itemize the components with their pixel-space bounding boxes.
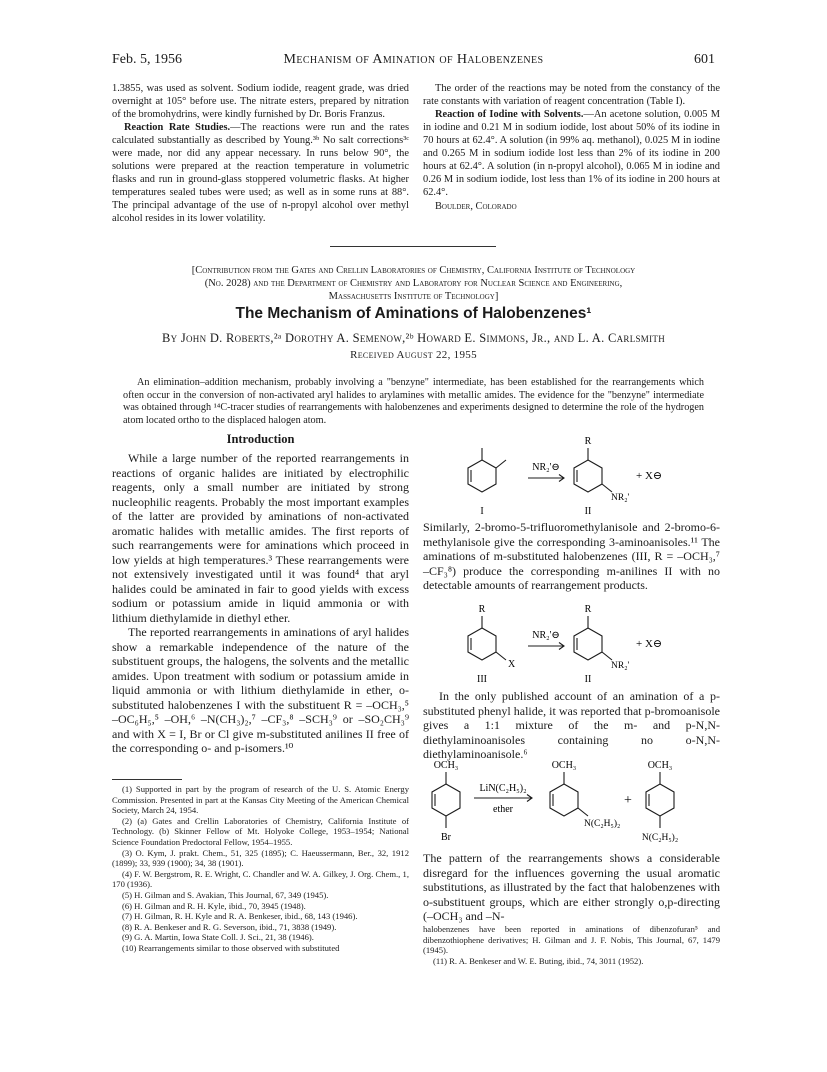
right-paragraph-1 [423, 520, 720, 593]
substituent-bond [602, 484, 612, 492]
benzene-ring [574, 628, 602, 660]
section-heading: Introduction [226, 432, 295, 446]
section-divider [330, 246, 496, 247]
benzene-ring [432, 784, 460, 816]
paragraph-body: —An acetone solution, 0.005 M in iodine and 0.21 M in sodium iodide, lost about 50% of its iodine in 70 hours at 62.4°. A solution (in 99% aq. methanol), 0.025 M in iodine and 0.265 M in sodium iodide lost less than 2% of its iodine in 200 hours at 62.4°. A solution (in n-propyl alcohol), 0.065 M in iodine and 0.26 M in sodium iodide, lost less than 1% of its iodine in 200 hours at 62.4°. [423, 109, 721, 198]
substituent-label: X [508, 659, 516, 670]
footnote: (6) H. Gilman and R. H. Kyle, ibid., 70, 3945 (1948). [122, 900, 306, 911]
substituent-bond [578, 808, 588, 816]
compound-number: II [584, 506, 592, 517]
body-paragraph: While a large number of the reported rearrangements in reactions of organic halides are initiated by electrophilic reagents, only a small number are initiated by strong nucleophilic reagents. Probably the most important examples of the latter are provided by aminations of non-activated aromatic halides with metallic amides. The first reports of such rearrangements were for aminations which proceed in low yields at high temperatures.³ These rearrangements were not extensively investigated until it was found⁴ that aryl halides could be aminated in fair to good yields with excess sodium or potassium amide in liquid ammonia or with lithium diethylamide in diethyl ether. [112, 451, 409, 625]
received-date: Received August 22, 1955 [350, 349, 477, 361]
footnote: (9) G. A. Martin, Iowa State Coll. J. Sci., 21, 38 (1946). [122, 932, 314, 943]
footnote: (11) R. A. Benkeser and W. E. Buting, ibid., 74, 3011 (1952). [433, 955, 644, 966]
scheme-reagent: NR₂'⊖ [532, 462, 560, 473]
scheme-byproduct: + X⊖ [636, 638, 663, 650]
footnote: (5) H. Gilman and S. Avakian, This Journal, 67, 349 (1945). [122, 889, 329, 900]
substituent-label: R [584, 604, 592, 615]
substituent-label: OCH₃ [647, 760, 673, 771]
substituent-label: N(C₂H₅)₂ [584, 819, 621, 829]
article-title: The Mechanism of Aminations of Halobenzenes¹ [235, 305, 592, 322]
substituent-bond [496, 652, 506, 660]
prev-article-right-column [423, 82, 720, 213]
scheme-3-drawing [424, 758, 720, 850]
reaction-scheme-2 [424, 600, 720, 688]
footnotes-left [112, 784, 409, 954]
body-paragraph: In the only published account of an amination of a p-substituted phenyl halide, it was reported that p-bromoanisole gives a 1:1 mixture of the m- and p-N,N-diethylaminoanisoles containing no o-N,N-diethylaminoanisole.⁶ [423, 689, 720, 761]
substituent-label: Br [441, 832, 451, 843]
contribution-line: [Contribution from the Gates and Crellin Laboratories of Chemistry, California Institute of Technology [191, 265, 636, 276]
paragraph-body: —The reactions were run and the rates calculated substantially as described by Young.³ᵇ No salt corrections³ᶜ were made, nor did any appear necessary. In runs below 90°, the solutions were prepared at the reaction temperature in volumetric flasks and run in ground-glass stoppered volumetric flasks. At higher temperatures sealed tubes were used; as well as in some runs at 88°. The principal advantage of the use of n-propyl alcohol over methyl alcohol resides in its lower volatility. [112, 122, 410, 224]
compound-number: I [480, 506, 484, 517]
footnote: (8) R. A. Benkeser and R. G. Severson, ibid., 71, 3838 (1949). [122, 921, 337, 932]
prev-paragraph: The order of the reactions may be noted from the constancy of the rate constants with variation of reagent concentration (Table I). [423, 83, 720, 107]
substituent-bond [602, 652, 612, 660]
benzene-ring [550, 784, 578, 816]
body-paragraph: The pattern of the rearrangements shows a considerable disregard for the influences governing the usual aromatic substitutions, as illustrated by the fact that halobenzenes with o-substituent groups, which are either strongly o,p-directing (–OCH₃ and –N- [423, 851, 720, 923]
substituent-label: OCH₃ [551, 760, 577, 771]
benzene-ring [468, 628, 496, 660]
scheme-1-drawing [424, 432, 720, 520]
abstract: An elimination–addition mechanism, probably involving a "benzyne" intermediate, has been established for the rearrangements which often occur in the conversion of non-activated aryl halides to arylamines with metallic amides. The evidence for the "benzyne" intermediate was obtained through ¹⁴C-tracer studies of rearrangements with halobenzenes and experiments designed to determine the role of the hydrogen atom located ortho to the displaced halogen atom. [123, 377, 704, 426]
footnote: (7) H. Gilman, R. H. Kyle and R. A. Benkeser, ibid., 68, 143 (1946). [122, 911, 358, 922]
compound-number: III [477, 674, 487, 685]
footnotes-right [423, 924, 720, 966]
running-header-date: Feb. 5, 1956 [112, 52, 182, 67]
scheme-byproduct: + X⊖ [636, 470, 663, 482]
footnote: (4) F. W. Bergstrom, R. E. Wright, C. Chandler and W. A. Gilkey, J. Org. Chem., 1, 170 (1936). [112, 868, 409, 890]
right-paragraph-2 [423, 689, 720, 762]
intro-left-column [112, 451, 409, 756]
page-number: 601 [694, 52, 715, 67]
benzene-ring [574, 460, 602, 492]
scheme-2-drawing [424, 600, 720, 688]
footnote-divider [112, 779, 182, 780]
compound-number: II [584, 674, 592, 685]
prev-location: Boulder, Colorado [435, 201, 517, 212]
footnote: (2) (a) Gates and Crellin Laboratories of Chemistry, California Institute of Technology. (b) Skinner Fellow of Mt. Holyoke College, 1953–1954; National Science Foundation Predoctoral Fellow, 1954–1955. [112, 815, 409, 847]
body-paragraph: Similarly, 2-bromo-5-trifluoromethylanisole and 2-bromo-6-methylanisole give the corresponding 3-aminoanisoles.¹¹ The aminations of m-substituted halobenzenes (III, R = –OCH₃,⁷ –CF₃⁸) produce the corresponding m-anilines II with no detectable amounts of rearrangement products. [423, 520, 720, 592]
contribution-line: Massachusetts Institute of Technology] [328, 291, 499, 302]
substituent-label: NR₂' [611, 661, 630, 671]
reaction-scheme-3 [424, 758, 720, 850]
contribution-line: (No. 2028) and the Department of Chemistry and Laboratory for Nuclear Science and Engineering, [204, 278, 623, 289]
prev-paragraph [112, 121, 409, 225]
run-in-heading: Reaction Rate Studies. [124, 122, 231, 133]
footnote: (3) O. Kym, J. prakt. Chem., 51, 325 (1895); C. Haeussermann, Ber., 32, 1912 (1899); 33, 939 (1900); 34, 38 (1901). [112, 847, 409, 869]
prev-article-left-column [112, 82, 409, 225]
scheme-plus: + [624, 793, 632, 808]
footnote: (1) Supported in part by the program of research of the U. S. Atomic Energy Commission. Presented in part at the Kansas City Meeting of the American Chemical Society, March 24, 1954. [112, 784, 409, 816]
contribution-note [88, 264, 739, 303]
scheme-reagent: NR₂'⊖ [532, 630, 560, 641]
substituent-label: N(C₂H₅)₂ [641, 833, 679, 843]
scheme-solvent: ether [493, 804, 513, 815]
running-header-title: Mechanism of Amination of Halobenzenes [283, 52, 544, 67]
reaction-scheme-1 [424, 432, 720, 520]
substituent-label: R [478, 604, 486, 615]
article-authors: By John D. Roberts,²ᵃ Dorothy A. Semenow,²ᵇ Howard E. Simmons, Jr., and L. A. Carlsmith [161, 331, 665, 345]
body-paragraph: The reported rearrangements in aminations of aryl halides show a remarkable independence of the nature of the substituent groups, the halogens, the solvents and the metallic amides. Upon treatment with sodium or potassium amide in liquid ammonia or with lithium diethylamide in ether, o-substituted halobenzenes I with the substituent R = –OCH₃,⁵ –OC₆H₅,⁵ –OH,⁶ –N(CH₃)₂,⁷ –CF₃,⁸ –SCH₃⁹ or –SO₂CH₃⁹ and with X = I, Br or Cl give m-substituted anilines II free of the corresponding o- and p-isomers.¹⁰ [112, 625, 409, 755]
right-paragraph-3 [423, 851, 720, 924]
benzene-ring [646, 784, 674, 816]
substituent-label: R [584, 436, 592, 447]
substituent-label: NR₂' [611, 493, 630, 503]
benzene-ring [468, 460, 496, 492]
substituent-label: OCH₃ [433, 760, 459, 771]
prev-paragraph: 1.3855, was used as solvent. Sodium iodide, reagent grade, was dried overnight at 105° before use. The nitrate esters, prepared by nitration of the bromohydrins, were kindly furnished by Dr. Boris Franzus. [112, 83, 409, 120]
substituent-bond [496, 460, 506, 468]
scheme-reagent: LiN(C₂H₅)₂ [479, 783, 527, 794]
prev-paragraph [423, 108, 720, 199]
footnote: halobenzenes have been reported in aminations of dibenzofuran⁵ and dibenzothiophene derivatives; H. Gilman and J. F. Nobis, This Journal, 67, 1479 (1945). [423, 924, 720, 956]
run-in-heading: Reaction of Iodine with Solvents. [435, 109, 584, 120]
footnote: (10) Rearrangements similar to those observed with substituted [122, 942, 340, 953]
